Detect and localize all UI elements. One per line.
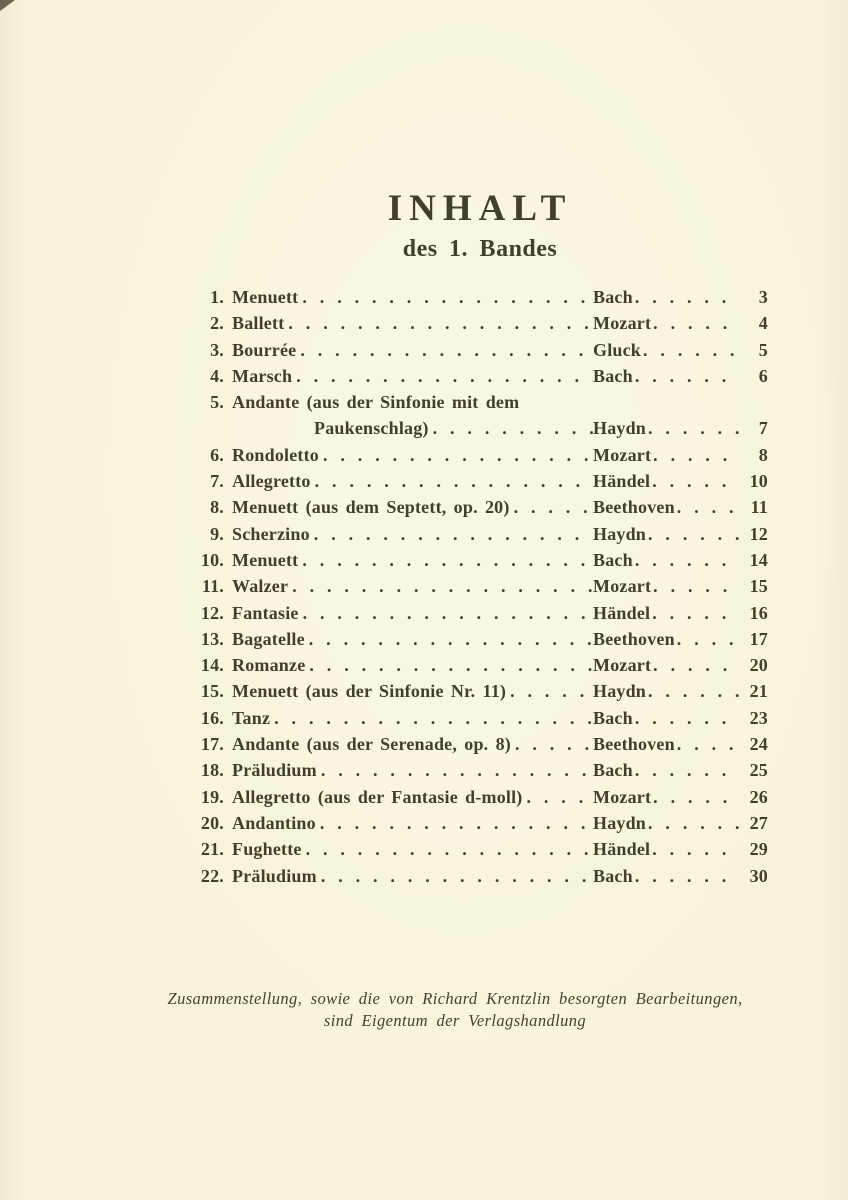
entry-composer: Mozart (593, 444, 652, 465)
composer-cell (593, 497, 740, 518)
dot-leader (653, 787, 740, 808)
toc-entry (190, 576, 768, 602)
entry-composer: Bach (593, 549, 633, 570)
toc-entry (190, 734, 768, 760)
entry-composer: Beethoven (593, 497, 675, 518)
dot-leader (306, 839, 593, 860)
dot-leader (648, 418, 740, 439)
entry-page-number: 21 (749, 681, 768, 702)
composer-cell (593, 681, 740, 702)
composer-cell (593, 524, 740, 545)
entry-page-number: 11 (750, 497, 768, 518)
entry-page-number: 20 (749, 655, 768, 676)
entry-title: Präludium (232, 865, 317, 886)
entry-number: 19. (200, 786, 224, 807)
toc-entry (190, 340, 768, 366)
toc-entry (190, 603, 768, 629)
entry-page-number: 23 (749, 707, 768, 728)
entry-number: 22. (200, 865, 224, 886)
toc-entry (190, 681, 768, 707)
composer-cell (593, 734, 740, 755)
dot-leader (515, 734, 593, 755)
entry-page-number: 14 (749, 549, 768, 570)
entry-title: Romanze (232, 655, 306, 676)
dot-leader (321, 866, 593, 887)
entry-page-number: 12 (749, 523, 768, 544)
toc-entry-continuation (190, 418, 768, 444)
entry-composer: Händel (593, 839, 651, 860)
entry-page-number: 16 (749, 602, 768, 623)
composer-cell (593, 708, 740, 729)
toc-entry (190, 866, 768, 892)
page-title: INHALT (387, 188, 573, 229)
toc-entry (190, 497, 768, 523)
entry-composer: Bach (593, 865, 633, 886)
composer-cell (593, 866, 740, 887)
entry-composer: Bach (593, 287, 633, 307)
dot-leader (635, 708, 740, 729)
entry-title: Walzer (232, 576, 289, 597)
dot-leader (677, 497, 740, 518)
entry-page-number: 26 (749, 786, 768, 807)
entry-page-number: 15 (749, 576, 768, 597)
entry-composer: Mozart (593, 313, 652, 334)
copyright-notice (31, 988, 848, 1032)
composer-cell (593, 760, 740, 781)
composer-cell (593, 629, 740, 650)
dot-leader (643, 340, 740, 361)
entry-page-number: 4 (758, 313, 768, 334)
toc-entry (190, 524, 768, 550)
toc-entry (190, 366, 768, 392)
entry-page-number: 29 (749, 839, 768, 860)
dot-leader (510, 681, 593, 702)
composer-cell (593, 813, 740, 834)
entry-composer: Mozart (593, 655, 652, 676)
entry-title: Scherzino (232, 523, 310, 544)
scan-corner-artifact (0, 0, 15, 11)
composer-cell (593, 287, 740, 308)
dot-leader (653, 576, 740, 597)
dot-leader (314, 524, 593, 545)
entry-page-number: 30 (749, 865, 768, 886)
entry-number: 5. (210, 392, 224, 413)
dot-leader (433, 418, 593, 439)
entry-number: 11. (201, 576, 224, 597)
toc-entry (190, 629, 768, 655)
entry-composer: Händel (593, 471, 651, 492)
toc-entry (190, 471, 768, 497)
toc-entry (190, 550, 768, 576)
entry-page-number: 24 (749, 734, 768, 755)
entry-number: 12. (200, 602, 224, 623)
dot-leader (292, 576, 593, 597)
composer-cell (593, 603, 740, 624)
dot-leader (653, 313, 740, 334)
dot-leader (653, 655, 740, 676)
composer-cell (593, 655, 740, 676)
entry-title: Andante (aus der Serenade, op. 8) (232, 734, 511, 755)
entry-number: 8. (210, 497, 224, 518)
entry-title: Tanz (232, 707, 271, 728)
dot-leader (300, 340, 593, 361)
composer-cell (593, 418, 740, 439)
entry-title: Menuett (232, 287, 299, 307)
dot-leader (303, 603, 593, 624)
entry-number: 21. (200, 839, 224, 860)
entry-page-number: 3 (758, 287, 768, 307)
entry-title: Andantino (232, 812, 316, 833)
toc-entry (190, 787, 768, 813)
toc-entry (190, 287, 768, 313)
entry-number: 7. (210, 471, 224, 492)
dot-leader (652, 471, 740, 492)
copyright-line-2: sind Eigentum der Verlagshandlung (323, 1011, 587, 1030)
composer-cell (593, 576, 740, 597)
dot-leader (677, 629, 740, 650)
entry-page-number: 17 (749, 628, 768, 649)
entry-title: Rondoletto (232, 444, 319, 465)
entry-page-number: 27 (749, 812, 768, 833)
entry-composer: Händel (593, 602, 651, 623)
composer-cell (593, 313, 740, 334)
entry-composer: Gluck (593, 339, 642, 360)
composer-cell (593, 471, 740, 492)
dot-leader (274, 708, 593, 729)
composer-cell (593, 839, 740, 860)
toc-entry (190, 655, 768, 681)
entry-title: Ballett (232, 313, 285, 334)
toc-entry (190, 392, 768, 418)
entry-number: 3. (210, 339, 224, 360)
dot-leader (635, 550, 740, 571)
dot-leader (321, 760, 593, 781)
dot-leader (296, 366, 593, 387)
dot-leader (635, 366, 740, 387)
dot-leader (648, 524, 740, 545)
entry-title: Präludium (232, 760, 317, 781)
entry-title: Bourrée (232, 339, 297, 360)
toc-entry (190, 313, 768, 339)
entry-composer: Mozart (593, 576, 652, 597)
toc-entry (190, 708, 768, 734)
dot-leader (652, 603, 740, 624)
entry-number: 2. (210, 313, 224, 334)
entry-number: 16. (200, 707, 224, 728)
dot-leader (635, 287, 740, 308)
entry-number: 9. (210, 523, 224, 544)
dot-leader (309, 655, 593, 676)
entry-title: Fantasie (232, 602, 299, 623)
entry-number: 13. (200, 628, 224, 649)
entry-composer: Bach (593, 365, 633, 386)
dot-leader (302, 550, 593, 571)
entry-page-number: 25 (749, 760, 768, 781)
toc-entry (190, 445, 768, 471)
dot-leader (635, 866, 740, 887)
entry-composer: Haydn (593, 418, 647, 439)
dot-leader (648, 681, 740, 702)
entry-composer: Beethoven (593, 628, 675, 649)
page-heading (190, 190, 770, 263)
entry-title: Fughette (232, 839, 302, 860)
page-subtitle: des 1. Bandes (402, 235, 558, 262)
composer-cell (593, 787, 740, 808)
dot-leader (288, 313, 593, 334)
entry-number: 14. (200, 655, 224, 676)
dot-leader (527, 787, 594, 808)
entry-page-number: 5 (758, 339, 768, 360)
entry-composer: Bach (593, 760, 633, 781)
entry-page-number: 8 (758, 444, 768, 465)
dot-leader (677, 734, 740, 755)
dot-leader (320, 813, 593, 834)
entry-number: 17. (200, 734, 224, 755)
entry-title: Menuett (232, 549, 299, 570)
dot-leader (653, 445, 740, 466)
entry-title: Allegretto (aus der Fantasie d-moll) (232, 786, 523, 807)
dot-leader (309, 629, 593, 650)
entry-number: 4. (210, 365, 224, 386)
toc-entry (190, 813, 768, 839)
entry-composer: Mozart (593, 786, 652, 807)
composer-cell (593, 550, 740, 571)
entry-composer: Bach (593, 707, 633, 728)
entry-title: Allegretto (232, 471, 311, 492)
dot-leader (323, 445, 593, 466)
entry-composer: Haydn (593, 523, 647, 544)
entry-composer: Haydn (593, 812, 647, 833)
entry-page-number: 6 (758, 365, 768, 386)
entry-number: 6. (210, 444, 224, 465)
toc-entry (190, 839, 768, 865)
entry-title-continued: Paukenschlag) (314, 418, 429, 439)
entry-title: Andante (aus der Sinfonie mit dem (232, 392, 520, 413)
dot-leader (648, 813, 740, 834)
dot-leader (635, 760, 740, 781)
entry-number: 18. (200, 760, 224, 781)
entry-title: Menuett (aus dem Septett, op. 20) (232, 497, 510, 518)
entry-composer: Beethoven (593, 734, 675, 755)
entry-number: 10. (200, 549, 224, 570)
entry-title: Menuett (aus der Sinfonie Nr. 11) (232, 681, 507, 702)
entry-title: Bagatelle (232, 628, 305, 649)
dot-leader (652, 839, 740, 860)
composer-cell (593, 366, 740, 387)
composer-cell (593, 445, 740, 466)
toc-entry (190, 760, 768, 786)
copyright-line-1: Zusammenstellung, sowie die von Richard Krentzlin besorgten Bearbeitungen, (167, 989, 743, 1008)
dot-leader (514, 497, 593, 518)
entry-composer: Haydn (593, 681, 647, 702)
entry-number: 1. (210, 287, 224, 307)
entry-number: 20. (200, 812, 224, 833)
composer-cell (593, 340, 740, 361)
dot-leader (315, 471, 593, 492)
entry-page-number: 7 (758, 418, 768, 439)
entry-title: Marsch (232, 365, 293, 386)
entry-page-number: 10 (749, 471, 768, 492)
entry-number: 15. (200, 681, 224, 702)
toc-list (190, 287, 768, 892)
dot-leader (302, 287, 593, 308)
